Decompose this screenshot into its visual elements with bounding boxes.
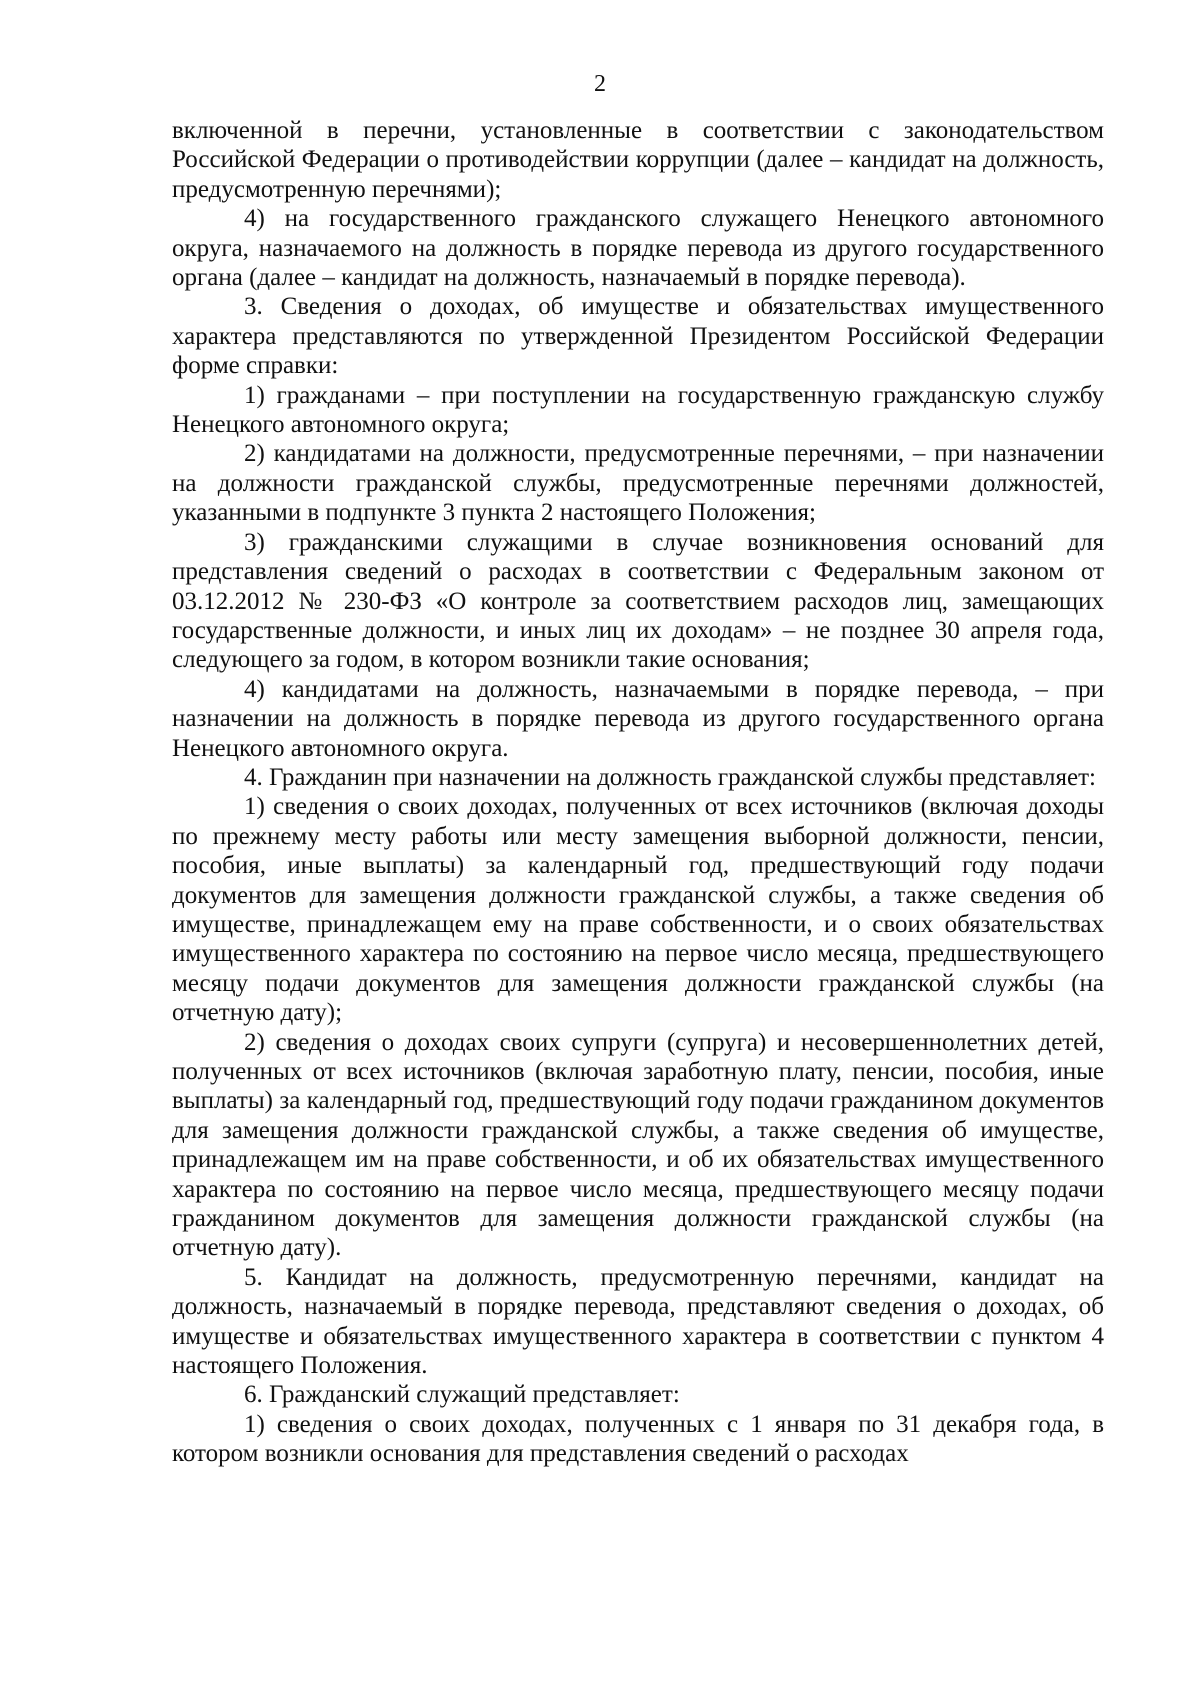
paragraph: 6. Гражданский служащий представляет: xyxy=(244,1381,680,1409)
paragraph: 4) кандидатами на должность, назначаемыми в порядке перевода, – при назначении на должность в порядке перевода из другого государственного органа Ненецкого автономного округа. xyxy=(172,675,1104,762)
paragraph: 4. Гражданин при назначении на должность гражданской службы представляет: xyxy=(244,763,1096,791)
document-body xyxy=(172,116,1104,1469)
paragraph: 2) кандидатами на должности, предусмотренные перечнями, – при назначении на должности гражданской службы, предусмотренные перечнями должностей, указанными в подпункте 3 пункта 2 настоящего Положения; xyxy=(172,440,1104,527)
paragraph: 4) на государственного гражданского служащего Ненецкого автономного округа, назначаемого на должность в порядке перевода из другого государственного органа (далее – кандидат на должность, назначаемый в порядке перевода). xyxy=(172,205,1104,292)
paragraph: 5. Кандидат на должность, предусмотренную перечнями, кандидат на должность, назначаемый в порядке перевода, представляют сведения о доходах, об имуществе и обязательствах имущественного характера в соответствии с пунктом 4 настоящего Положения. xyxy=(172,1263,1104,1380)
paragraph: 3) гражданскими служащими в случае возникновения оснований для представления сведений о расходах в соответствии с Федеральным законом от 03.12.2012 № 230-ФЗ «О контроле за соответствием расходов лиц, замещающих государственные должности, и иных лиц их доходам» – не позднее 30 апреля года, следующего за годом, в котором возникли такие основания; xyxy=(172,528,1104,674)
paragraph: 3. Сведения о доходах, об имуществе и обязательствах имущественного характера представляются по утвержденной Президентом Российской Федерации форме справки: xyxy=(172,293,1104,380)
paragraph: 1) гражданами – при поступлении на государственную гражданскую службу Ненецкого автономного округа; xyxy=(172,381,1104,439)
paragraph: 1) сведения о своих доходах, полученных с 1 января по 31 декабря года, в котором возникли основания для представления сведений о расходах xyxy=(172,1410,1104,1468)
paragraph: включенной в перечни, установленные в соответствии с законодательством Российской Федерации о противодействии коррупции (далее – кандидат на должность, предусмотренную перечнями); xyxy=(172,117,1104,203)
paragraph: 1) сведения о своих доходах, полученных от всех источников (включая доходы по прежнему месту работы или месту замещения выборной должности, пенсии, пособия, иные выплаты) за календарный год, предшествующий году подачи документов для замещения должности гражданской службы, а также сведения об имуществе, принадлежащем ему на праве собственности, и о своих обязательствах имущественного характера по состоянию на первое число месяца, предшествующего месяцу подачи документов для замещения должности гражданской службы (на отчетную дату); xyxy=(172,793,1104,1027)
page-number: 2 xyxy=(594,71,606,97)
paragraph: 2) сведения о доходах своих супруги (супруга) и несовершеннолетних детей, полученных от всех источников (включая заработную плату, пенсии, пособия, иные выплаты) за календарный год, предшествующий году подачи гражданином документов для замещения должности гражданской службы, а также сведения об имуществе, принадлежащем им на праве собственности, и об их обязательствах имущественного характера по состоянию на первое число месяца, предшествующего месяцу подачи гражданином документов для замещения должности гражданской службы (на отчетную дату). xyxy=(172,1028,1104,1262)
